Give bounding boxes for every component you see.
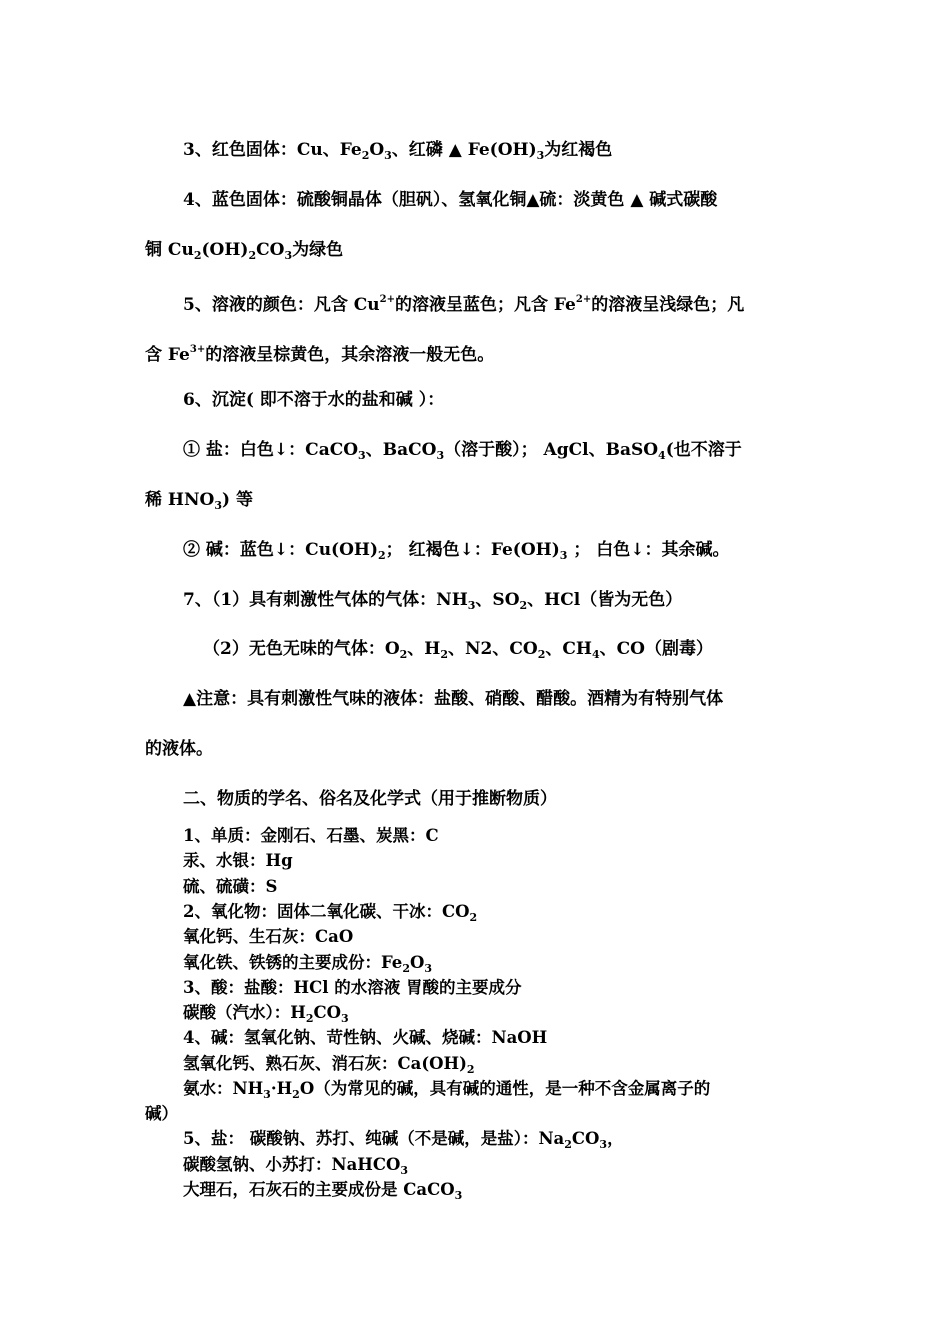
text-run: 的溶液呈棕黄色，其余溶液一般无色。 <box>205 345 495 365</box>
text-run: 4、蓝色固体：硫酸铜晶体（胆矾）、氢氧化铜▲硫：淡黄色 ▲ 碱式碳酸 <box>183 190 718 210</box>
subscript: 2 <box>248 249 257 262</box>
text-run: （溶于酸）； AgCl、BaSO <box>444 440 659 460</box>
line-solution-colors-cont <box>145 339 494 366</box>
text-run: CO <box>256 240 285 260</box>
text-run: 的溶液呈浅绿色；凡 <box>591 295 745 315</box>
text-run: ； 红褐色↓：Fe(OH) <box>385 540 560 560</box>
text-run: O <box>369 140 385 160</box>
subscript: 3 <box>214 499 222 512</box>
line-red-solids <box>183 139 612 167</box>
text-run: 、红磷 ▲ Fe(OH) <box>391 140 537 160</box>
superscript: 2+ <box>379 294 395 305</box>
text-run: 氧化钙、生石灰：CaO <box>183 927 354 946</box>
subscript: 2 <box>440 648 449 661</box>
text-run: 大理石，石灰石的主要成份是 CaCO <box>183 1180 455 1199</box>
text-run: ； 白色↓：其余碱。 <box>567 540 730 560</box>
text-run: 、H <box>407 639 441 659</box>
text-run: ·H <box>270 1079 293 1098</box>
line-ammonia-water <box>183 1078 710 1106</box>
line-calcium-hydroxide <box>183 1053 475 1081</box>
text-run: 3、红色固体：Cu、Fe <box>183 140 362 160</box>
text-run: 氨水：NH <box>183 1079 264 1098</box>
line-note-liquids-cont <box>145 738 213 760</box>
text-run: （2）无色无味的气体：O <box>203 639 400 659</box>
line-sodium-bicarbonate <box>183 1154 408 1182</box>
subscript: 2 <box>564 1138 572 1151</box>
text-run: O（为常见的碱，具有碱的通性，是一种不含金属离子的 <box>299 1079 711 1098</box>
line-irritant-gases <box>183 589 682 617</box>
text-run: ) 等 <box>221 490 253 510</box>
subscript: 3 <box>467 599 476 612</box>
subscript: 3 <box>284 249 293 262</box>
subscript: 2 <box>537 648 546 661</box>
text-run: 硫、硫磺：S <box>183 877 278 896</box>
text-run: 碳酸（汽水）：H <box>183 1003 306 1022</box>
text-run: 、N2、CO <box>448 639 538 659</box>
text-run: CO <box>571 1129 600 1148</box>
line-solution-colors <box>183 289 744 316</box>
text-run: 3、酸：盐酸：HCl 的水溶液 胃酸的主要成分 <box>183 978 522 997</box>
text-run: O <box>409 953 425 972</box>
subscript: 2 <box>305 1012 314 1025</box>
line-sulfur <box>183 876 277 898</box>
text-run: 5、盐： 碳酸钠、苏打、纯碱（不是碱，是盐）：Na <box>183 1129 565 1148</box>
text-run: ， <box>607 1129 624 1148</box>
subscript: 3 <box>341 1012 349 1025</box>
line-note-liquids <box>183 688 723 710</box>
text-run: 碳酸氢钠、小苏打：NaHCO <box>183 1155 401 1174</box>
line-precipitates-heading <box>183 389 444 411</box>
line-basic-copper-carbonate <box>145 239 343 267</box>
line-salts <box>183 1128 624 1156</box>
text-run: (也不溶于 <box>665 440 742 460</box>
subscript: 4 <box>591 648 600 661</box>
line-blue-solids <box>183 189 717 211</box>
text-run: (OH) <box>201 240 249 260</box>
subscript: 3 <box>599 1138 608 1151</box>
text-run: 稀 HNO <box>145 490 215 510</box>
text-run: 、SO <box>475 590 520 610</box>
subscript: 2 <box>519 599 528 612</box>
line-iron-oxide <box>183 952 432 980</box>
text-run: 氢氧化钙、熟石灰、消石灰：Ca(OH) <box>183 1054 467 1073</box>
superscript: 2+ <box>575 294 592 305</box>
text-run: 汞、水银：Hg <box>183 851 293 870</box>
text-run: 5、溶液的颜色：凡含 Cu <box>183 295 380 315</box>
subscript: 2 <box>361 149 370 162</box>
text-run: 二、物质的学名、俗名及化学式（用于推断物质） <box>183 789 557 809</box>
subscript: 3 <box>436 449 445 462</box>
line-salt-precipitates-cont <box>145 489 253 517</box>
line-elements <box>183 825 439 847</box>
subscript: 2 <box>402 962 410 975</box>
text-run: 含 Fe <box>145 345 190 365</box>
line-mercury <box>183 850 293 872</box>
superscript: 3+ <box>189 344 206 355</box>
text-run: 氧化铁、铁锈的主要成份：Fe <box>183 953 403 972</box>
line-base-precipitates <box>183 539 730 567</box>
subscript: 3 <box>263 1088 271 1101</box>
text-run: 、CH <box>545 639 592 659</box>
section-heading-names <box>183 788 557 810</box>
line-ammonia-water-cont <box>145 1103 178 1125</box>
text-run: 6、沉淀( 即不溶于水的盐和碱 ）： <box>183 390 445 410</box>
line-acids <box>183 977 521 999</box>
subscript: 3 <box>536 149 545 162</box>
subscript: 2 <box>466 1063 475 1076</box>
text-run: 、HCl（皆为无色） <box>527 590 683 610</box>
text-run: 为红褐色 <box>544 140 613 160</box>
text-run: 的溶液呈蓝色；凡含 Fe <box>394 295 576 315</box>
text-run: CO <box>313 1003 342 1022</box>
line-oxides <box>183 901 477 929</box>
text-run: 2、氧化物：固体二氧化碳、干冰：CO <box>183 902 470 921</box>
subscript: 3 <box>358 449 366 462</box>
subscript: 2 <box>469 911 478 924</box>
subscript: 2 <box>399 648 408 661</box>
text-run: 、BaCO <box>365 440 437 460</box>
text-run: 碱） <box>145 1104 178 1123</box>
text-run: 4、碱：氢氧化钠、苛性钠、火碱、烧碱：NaOH <box>183 1028 548 1047</box>
subscript: 3 <box>384 149 392 162</box>
subscript: 3 <box>454 1189 463 1202</box>
text-run: 1、单质：金刚石、石墨、炭黑：C <box>183 826 439 845</box>
text-run: 铜 Cu <box>145 240 194 260</box>
subscript: 2 <box>193 249 202 262</box>
subscript: 2 <box>292 1088 300 1101</box>
text-run: 的液体。 <box>145 739 213 759</box>
subscript: 3 <box>559 549 568 562</box>
subscript: 2 <box>378 549 386 562</box>
line-bases <box>183 1027 547 1049</box>
line-carbonic-acid <box>183 1002 349 1030</box>
subscript: 4 <box>658 449 666 462</box>
line-marble <box>183 1179 462 1207</box>
text-run: ▲注意：具有刺激性气味的液体：盐酸、硝酸、醋酸。酒精为有特别气体 <box>183 689 724 709</box>
line-salt-precipitates <box>183 439 742 467</box>
text-run: 7、（1）具有刺激性气体的气体：NH <box>183 590 468 610</box>
subscript: 3 <box>400 1164 409 1177</box>
text-run: 、CO（剧毒） <box>599 639 713 659</box>
text-run: ① 盐：白色↓：CaCO <box>183 440 359 460</box>
subscript: 3 <box>424 962 432 975</box>
line-odorless-gases <box>203 638 713 666</box>
text-run: ② 碱：蓝色↓：Cu(OH) <box>183 540 379 560</box>
line-calcium-oxide <box>183 926 353 948</box>
text-run: 为绿色 <box>292 240 344 260</box>
